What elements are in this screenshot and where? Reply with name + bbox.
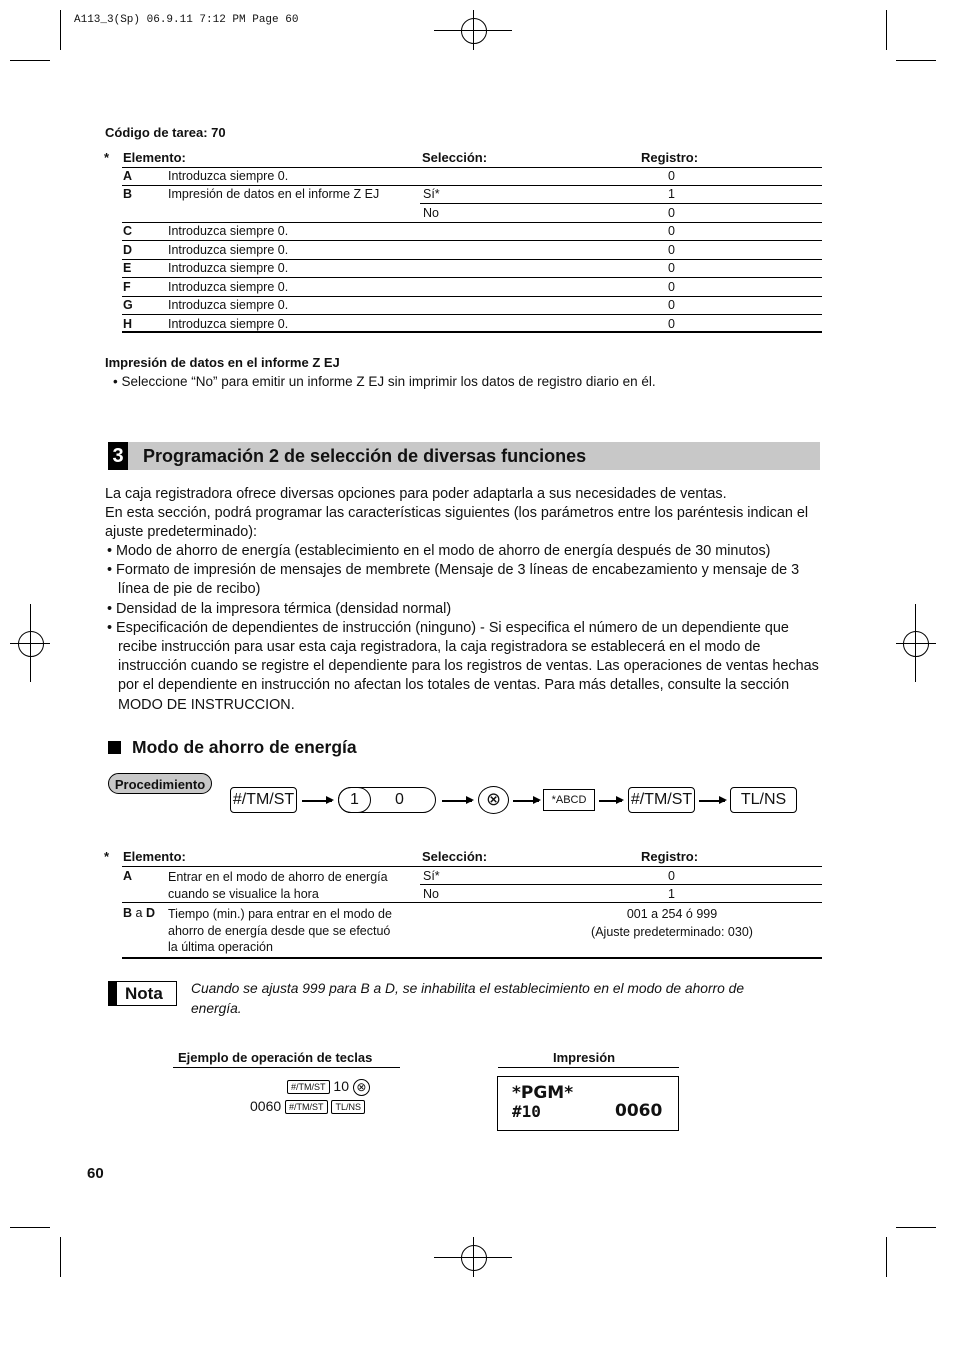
table-row-reg: 0 [668,298,675,312]
table-row-id: F [123,280,131,294]
procedure-label: Procedimiento [108,773,212,794]
list-item: • Densidad de la impresora térmica (densidad normal) [107,600,452,617]
arrow-icon [599,800,622,802]
table-row-id: D [123,243,133,257]
page-header: A113_3(Sp) 06.9.11 7:12 PM Page 60 [74,14,299,26]
table-row-desc: Introduzca siempre 0. [168,261,289,275]
table-row-desc: Entrar en el modo de ahorro de energía cuando se visualice la hora [168,870,388,901]
key-0: 0 [395,791,404,808]
square-bullet-icon [108,741,121,754]
example-number: 0060 [250,1098,282,1114]
table-row-desc: Introduzca siempre 0. [168,317,289,331]
section-number: 3 [108,442,128,470]
key-tm-st: #/TM/ST [285,1100,328,1114]
table-row-id: E [123,261,132,275]
table-row-sel: No [423,887,439,901]
table-row-reg: 0 [668,317,675,331]
multiply-key-icon: ⊗ [478,786,509,814]
table-row-id: A [123,869,133,883]
table-row-id: A [123,169,133,183]
task-code: Código de tarea: 70 [105,125,226,140]
feature-list [107,542,827,715]
page-number: 60 [87,1165,104,1182]
intro-paragraph [105,485,808,543]
key-tm-st: #/TM/ST [287,1080,330,1094]
print-title: Impresión [553,1050,616,1065]
table-row-reg: 1 [668,887,675,901]
table-row-reg: 001 a 254 ó 999 (Ajuste predeterminado: 030) [591,907,753,939]
nota-text: Cuando se ajusta 999 para B a D, se inhabilita el establecimiento en el modo de ahorro de energía. [191,981,744,1016]
table-row-reg: 0 [668,169,675,183]
receipt-line-1: *PGM* [512,1083,574,1103]
key-tl-ns: TL/NS [331,1100,365,1114]
list-item: • Formato de impresión de mensajes de membrete (Mensaje de 3 líneas de encabezamiento y mensaje de 3 línea de pie de recibo) [107,562,800,598]
receipt-box [497,1076,679,1131]
example-number: 10 [333,1078,349,1094]
zej-note-title: Impresión de datos en el informe Z EJ [105,355,340,370]
table-row-desc: Introduzca siempre 0. [168,169,289,183]
table-2-header-selection: Selección: [422,849,488,864]
table-1-star: * [104,150,110,165]
table-row-desc: Introduzca siempre 0. [168,298,289,312]
table-row-id: B a D [123,906,155,920]
key-tm-st: #/TM/ST [230,787,297,813]
zej-note-bullet: • Seleccione “No” para emitir un informe Z EJ sin imprimir los datos de registro diario en él. [113,374,656,389]
key-1: 1 [338,787,371,813]
nota-label: Nota [125,984,163,1003]
table-row-id: H [123,317,133,331]
table-row-desc: Introduzca siempre 0. [168,280,289,294]
table-row-id: G [123,298,133,312]
receipt-line-2-left: #10 [512,1102,541,1121]
table-row-reg: 1 [668,187,675,201]
table-1-header-selection: Selección: [422,150,488,165]
list-item: • Especificación de dependientes de instrucción (ninguno) - Si especifica el número de un dependiente que recibe instrucción para usar esta caja registradora, la caja registradora se establecerá en el modo de instrucción cuando se registre el dependiente para los registros de ventas. Las operaciones de ventas hechas por el dependiente en instrucción no afectan los totales de ventas. Para más detalles, consulte la sección MODO DE INSTRUCCION. [107,619,819,713]
table-row-desc: Introduzca siempre 0. [168,224,289,238]
table-row-reg: 0 [668,869,675,883]
section-title: Programación 2 de selección de diversas funciones [143,446,587,466]
table-row-reg: 0 [668,280,675,294]
table-row-desc: Introduzca siempre 0. [168,243,289,257]
multiply-key-icon: ⊗ [353,1079,370,1096]
key-tm-st: #/TM/ST [628,787,695,813]
table-row-desc: Impresión de datos en el informe Z EJ [168,187,380,201]
table-row-sel: Sí* [423,869,440,883]
table-row-sel: Sí* [423,187,440,201]
intro-line: La caja registradora ofrece diversas opciones para poder adaptarla a sus necesidades de ventas. [105,486,727,502]
example-line-1 [287,1078,370,1096]
example-title: Ejemplo de operación de teclas [178,1050,373,1065]
nota-box [108,981,177,1006]
receipt-line-2-right: 0060 [615,1101,663,1121]
table-row-id: B [123,187,133,201]
arrow-icon [699,800,725,802]
table-row-id: C [123,224,133,238]
example-line-2 [250,1098,365,1114]
table-row-reg: 0 [668,243,675,257]
intro-line: En esta sección, podrá programar las características siguientes (los parámetros entre los paréntesis indican el [105,505,809,522]
subsection-title: Modo de ahorro de energía [132,737,357,757]
table-2-star: * [104,849,110,864]
table-row-sel: No [423,206,439,220]
table-1-header-register: Registro: [641,150,699,165]
key-tl-ns: TL/NS [730,787,797,813]
table-row-reg: 0 [668,261,675,275]
arrow-icon [302,800,332,802]
abcd-box: *ABCD [543,789,595,811]
table-row-reg: 0 [668,206,675,220]
table-row-desc: Tiempo (min.) para entrar en el modo de ahorro de energía desde que se efectuó la última operación [168,907,392,954]
list-item: • Modo de ahorro de energía (establecimiento en el modo de ahorro de energía después de 30 minutos) [107,543,771,559]
table-2-header-register: Registro: [641,849,699,864]
table-row-reg: 0 [668,224,675,238]
table-1-header-element: Elemento: [123,150,186,165]
table-2-header-element: Elemento: [123,849,186,864]
arrow-icon [513,800,539,802]
intro-line: ajuste predeterminado): [105,524,257,541]
arrow-icon [442,800,472,802]
